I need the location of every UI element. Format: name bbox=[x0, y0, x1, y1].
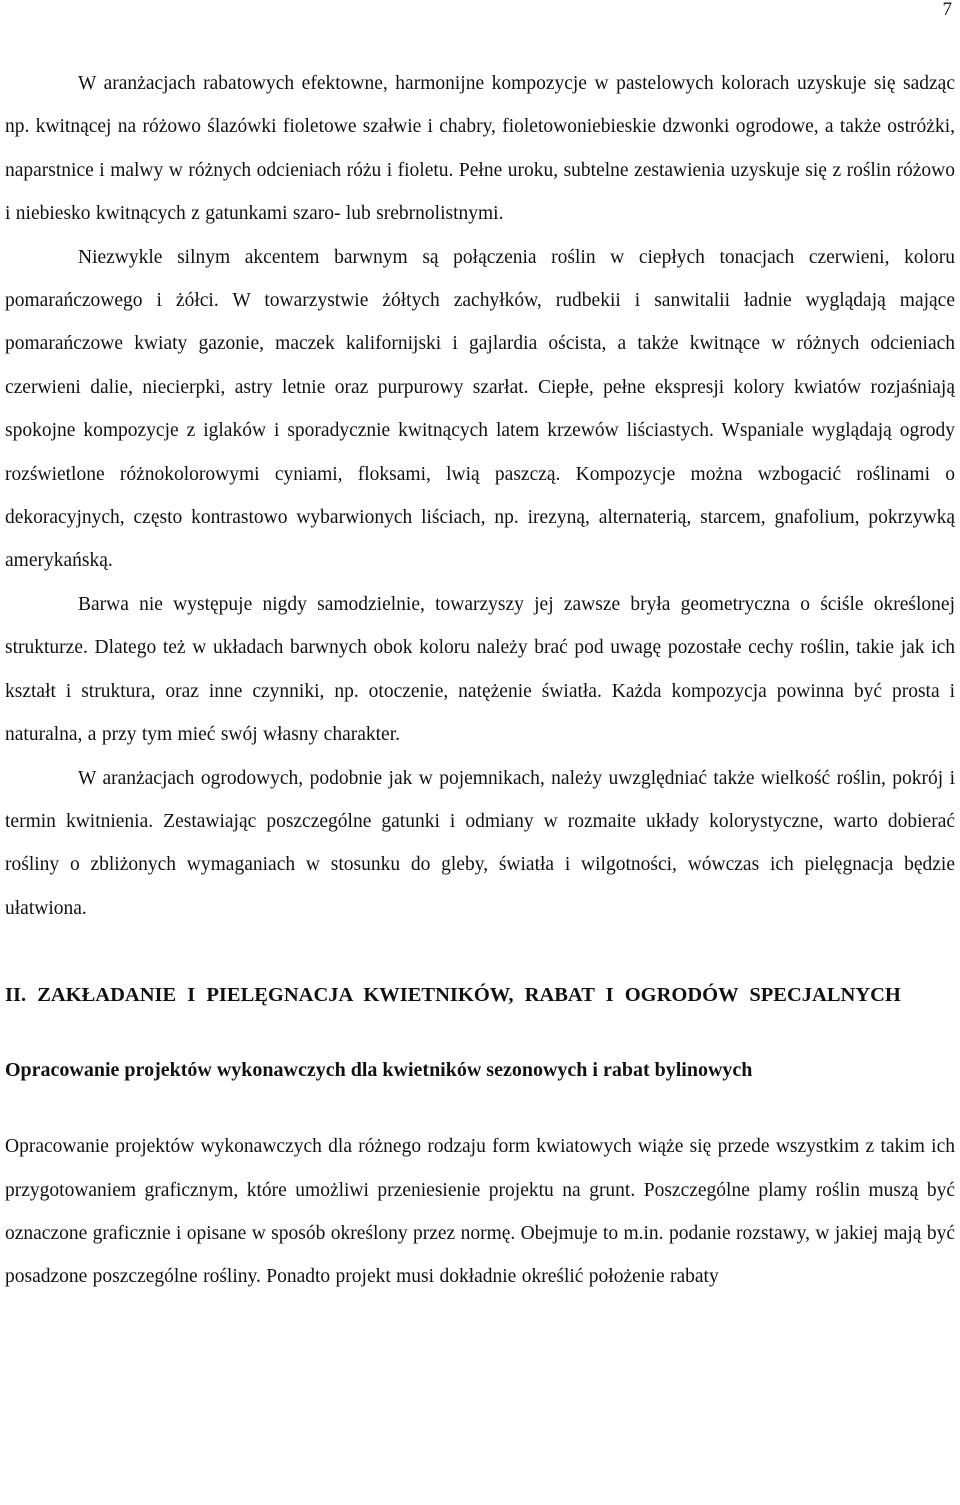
chapter-heading: II. ZAKŁADANIE I PIELĘGNACJA KWIETNIKÓW, RABAT I OGRODÓW SPECJALNYCH bbox=[5, 984, 901, 1007]
page-number: 7 bbox=[942, 0, 952, 20]
page-content bbox=[5, 62, 955, 1299]
paragraph-warm-colors: Niezwykle silnym akcentem barwnym są połączenia roślin w ciepłych tonacjach czerwieni, koloru pomarańczowego i żółci. W towarzystwie żółtych zachyłków, rudbekii i sanwitalii ładnie wyglądają mające pomarańczowe kwiaty gazonie, maczek kalifornijski i gajlardia oścista, a także kwitnące w różnych odcieniach czerwieni dalie, niecierpki, astry letnie oraz purpurowy szarłat. Ciepłe, pełne ekspresji kolory kwiatów rozjaśniają spokojne kompozycje z iglaków i sporadycznie kwitnących latem krzewów liściastych. Wspaniale wyglądają ogrody rozświetlone różnokolorowymi cyniami, floksami, lwią paszczą. Kompozycje można wzbogacić roślinami o dekoracyjnych, często kontrastowo wybarwionych liściach, np. irezyną, alternaterią, starcem, gnafolium, pokrzywką amerykańską. bbox=[5, 246, 955, 572]
paragraph-color-and-form: Barwa nie występuje nigdy samodzielnie, towarzyszy jej zawsze bryła geometryczna o ściśle określonej strukturze. Dlatego też w układach barwnych obok koloru należy brać pod uwagę pozostałe cechy roślin, takie jak ich kształt i struktura, oraz inne czynniki, np. otoczenie, natężenie światła. Każda kompozycja powinna być prosta i naturalna, a przy tym mieć swój własny charakter. bbox=[5, 593, 955, 746]
section-heading: Opracowanie projektów wykonawczych dla kwietników sezonowych i rabat bylinowych bbox=[5, 1059, 753, 1082]
paragraph-project-drawings: Opracowanie projektów wykonawczych dla różnego rodzaju form kwiatowych wiąże się przede wszystkim z takim ich przygotowaniem graficznym, które umożliwi przeniesienie projektu na grunt. Poszczególne plamy roślin muszą być oznaczone graficznie i opisane w sposób określony przez normę. Obejmuje to m.in. podanie rozstawy, w jakiej mają być posadzone poszczególne rośliny. Ponadto projekt musi dokładnie określić położenie rabaty bbox=[5, 1136, 955, 1288]
paragraph-garden-arrangements: W aranżacjach ogrodowych, podobnie jak w pojemnikach, należy uwzględniać także wielkość roślin, pokrój i termin kwitnienia. Zestawiając poszczególne gatunki i odmiany w rozmaite układy kolorystyczne, warto dobierać rośliny o zbliżonych wymaganiach w stosunku do gleby, światła i wilgotności, wówczas ich pielęgnacja będzie ułatwiona. bbox=[5, 767, 955, 919]
paragraph-pastel-compositions: W aranżacjach rabatowych efektowne, harmonijne kompozycje w pastelowych kolorach uzyskuje się sadząc np. kwitnącej na różowo ślazówki fioletowe szałwie i chabry, fioletowoniebieskie dzwonki ogrodowe, a także ostróżki, naparstnice i malwy w różnych odcieniach różu i fioletu. Pełne uroku, subtelne zestawienia uzyskuje się z roślin różowo i niebiesko kwitnących z gatunkami szaro- lub srebrnolistnymi. bbox=[5, 73, 955, 225]
